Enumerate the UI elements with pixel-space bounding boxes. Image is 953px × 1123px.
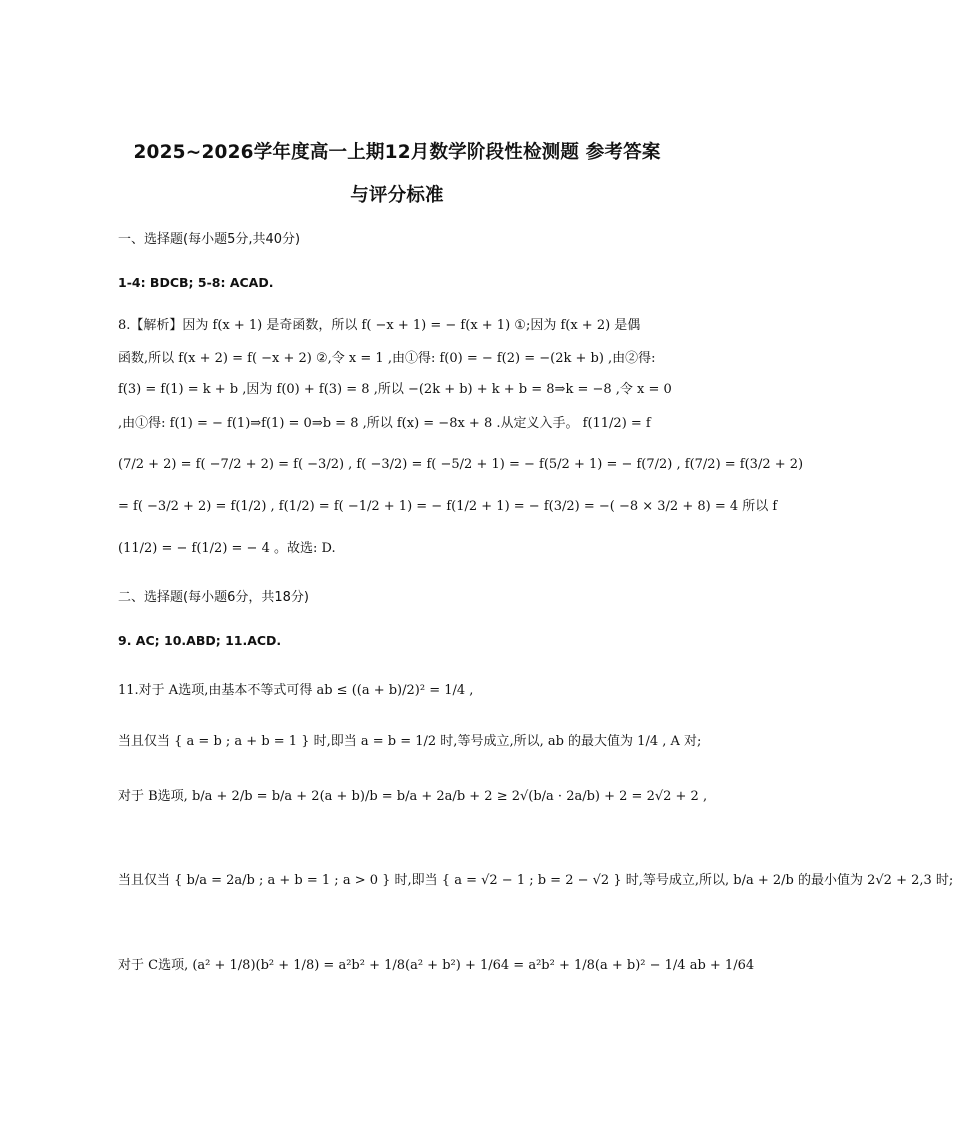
q8-line: 8.【解析】因为 f(x + 1) 是奇函数，所以 f( −x + 1) = − f(x + 1) ①;因为 f(x + 2) 是偶 (118, 318, 641, 333)
q11-line-c: 对于 C选项, (a² + 1/8)(b² + 1/8) = a²b² + 1/8(a² + b²) + 1/64 = a²b² + 1/8(a + b)² − 1/4 ab + 1/64 (118, 958, 755, 973)
section2-answers: 9. AC; 10.ABD; 11.ACD. (118, 633, 282, 648)
q8-line: = f( −3/2 + 2) = f(1/2) , f(1/2) = f( −1/2 + 1) = − f(1/2 + 1) = − f(3/2) = −( −8 × 3/2 + 8) = 4 所以 f (118, 499, 778, 514)
q8-line: 函数,所以 f(x + 2) = f( −x + 2) ②,令 x = 1 ,由①得: f(0) = − f(2) = −(2k + b) ,由②得: (118, 351, 656, 366)
section1-answers: 1-4: BDCB; 5-8: ACAD. (118, 275, 274, 290)
q11-line-b: 对于 B选项, b/a + 2/b = b/a + 2(a + b)/b = b/a + 2a/b + 2 ≥ 2√(b/a · 2a/b) + 2 = 2√2 + 2 , (118, 789, 708, 804)
document-title: 2025~2026学年度高一上期12月数学阶段性检测题 参考答案 (133, 142, 661, 163)
section2-heading: 二、选择题(每小题6分，共18分) (118, 590, 309, 605)
q11-line-a: 11.对于 A选项,由基本不等式可得 ab ≤ ((a + b)/2)² = 1/4 , (118, 683, 474, 698)
section1-heading: 一、选择题(每小题5分,共40分) (118, 232, 301, 247)
q8-line: f(3) = f(1) = k + b ,因为 f(0) + f(3) = 8 ,所以 −(2k + b) + k + b = 8⇒k = −8 ,令 x = 0 (118, 382, 672, 397)
document-subtitle: 与评分标准 (350, 185, 444, 206)
q11-line-b-equality: 当且仅当 { b/a = 2a/b ; a + b = 1 ; a > 0 } 时,即当 { a = √2 − 1 ; b = 2 − √2 } 时,等号成立,所以, b/a + 2/b 的最小值为 2√2 + 2,3 时; (118, 873, 953, 888)
q8-line: (7/2 + 2) = f( −7/2 + 2) = f( −3/2) , f( −3/2) = f( −5/2 + 1) = − f(5/2 + 1) = − f(7/2) , f(7/2) = f(3/2 + 2) (118, 457, 804, 472)
q8-line: (11/2) = − f(1/2) = − 4 。故选: D. (118, 541, 336, 556)
q11-line-a-equality: 当且仅当 { a = b ; a + b = 1 } 时,即当 a = b = 1/2 时,等号成立,所以, ab 的最大值为 1/4 , A 对; (118, 734, 702, 749)
q8-line: ,由①得: f(1) = − f(1)⇒f(1) = 0⇒b = 8 ,所以 f(x) = −8x + 8 .从定义入手。 f(11/2) = f (118, 416, 651, 431)
